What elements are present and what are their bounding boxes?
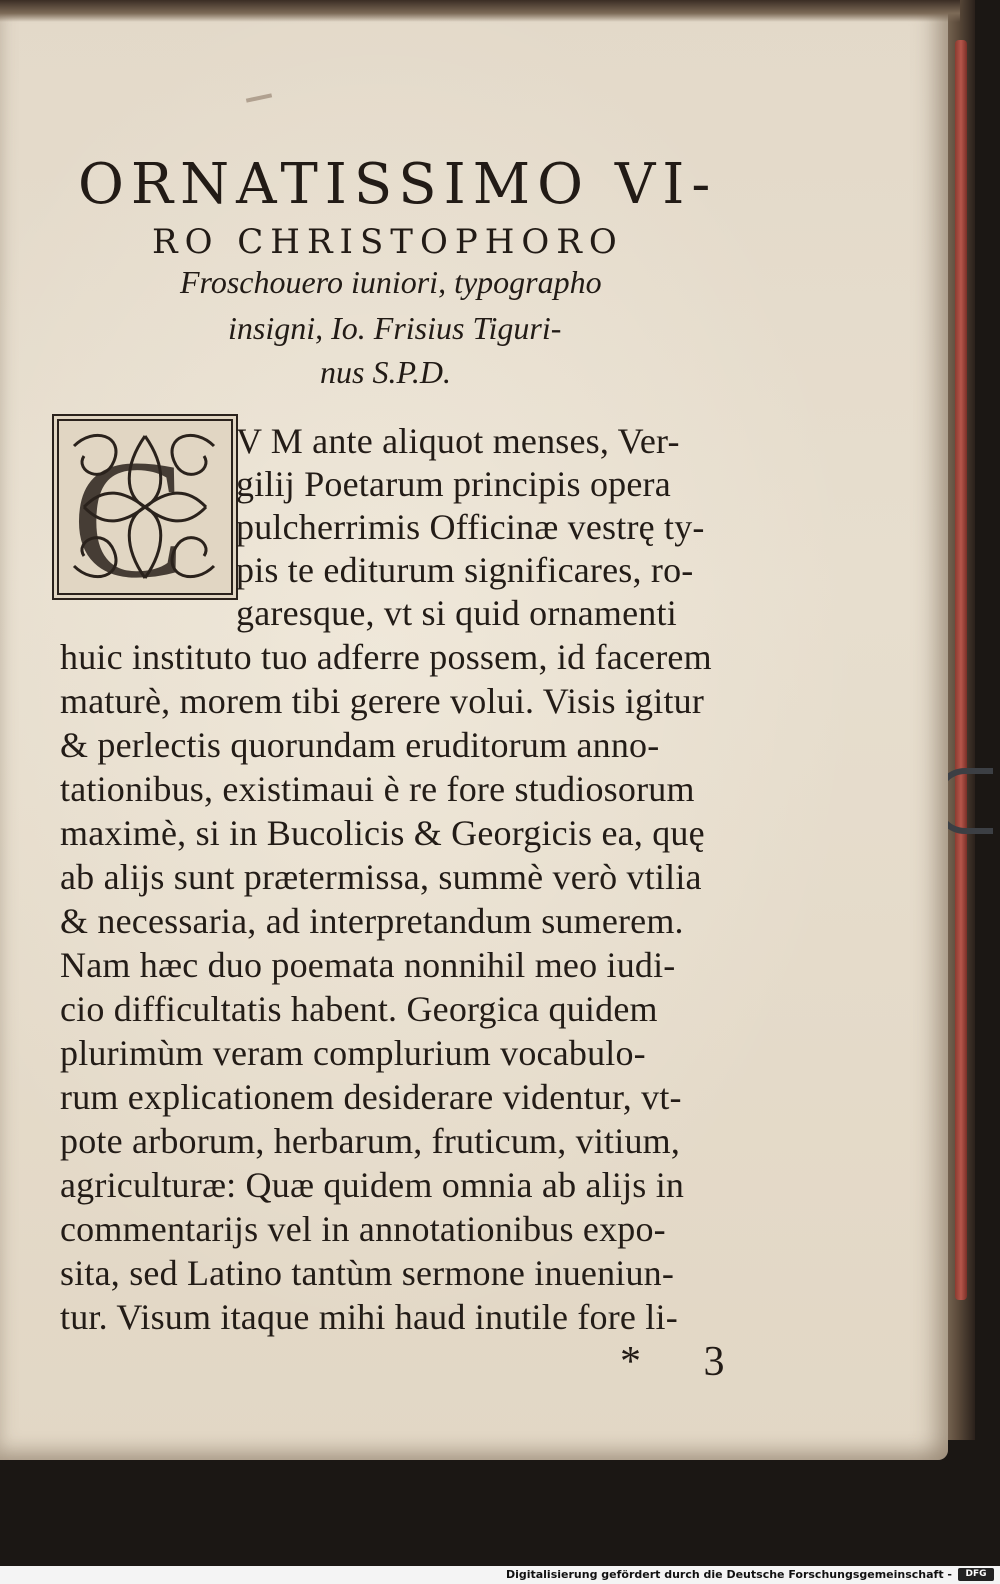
- body-line-1: V M ante aliquot menses, Ver-: [236, 421, 680, 461]
- body-line-8: & perlectis quorundam eruditorum anno-: [60, 725, 660, 765]
- body-line-15: plurimùm veram complurium vocabulo-: [60, 1033, 646, 1073]
- body-line-11: ab alijs sunt prætermissa, summè verò vtilia: [60, 857, 702, 897]
- signature-mark: * 3: [620, 1339, 751, 1385]
- body-line-13: Nam hæc duo poemata nonnihil meo iudi-: [60, 945, 676, 985]
- initial-letter: C: [72, 425, 186, 598]
- title-line-3: Froschouero iuniori, typographo: [180, 264, 602, 300]
- ink-mark: [246, 93, 272, 102]
- body-line-10: maximè, si in Bucolicis & Georgicis ea, quę: [60, 813, 705, 853]
- body-line-16: rum explicationem desiderare videntur, vt-: [60, 1077, 682, 1117]
- body-line-17: pote arborum, herbarum, fruticum, vitium,: [60, 1121, 681, 1161]
- body-line-2: gilij Poetarum principis opera: [236, 464, 671, 504]
- decorated-initial-icon: [54, 416, 236, 598]
- body-line-20: sita, sed Latino tantùm sermone inueniun-: [60, 1253, 675, 1293]
- body-line-5: garesque, vt si quid ornamenti: [236, 593, 677, 633]
- body-line-12: & necessaria, ad interpretandum sumerem.: [60, 901, 684, 941]
- body-line-9: tationibus, existimaui è re fore studiosorum: [60, 769, 695, 809]
- body-line-14: cio difficultatis habent. Georgica quidem: [60, 989, 658, 1029]
- decorated-initial: [52, 414, 238, 600]
- dfg-logo-icon: DFG: [958, 1568, 994, 1581]
- body-line-3: pulcherrimis Officinæ vestrę ty-: [236, 507, 705, 547]
- body-line-19: commentarijs vel in annotationibus expo-: [60, 1209, 666, 1249]
- body-line-4: pis te editurum significares, ro-: [236, 550, 694, 590]
- title-line-2: RO CHRISTOPHORO: [152, 222, 624, 262]
- book-cover-edge: [955, 40, 967, 1300]
- body-line-18: agriculturæ: Quæ quidem omnia ab alijs in: [60, 1165, 685, 1205]
- title-line-4: insigni, Io. Frisius Tiguri-: [228, 310, 562, 346]
- body-line-21: tur. Visum itaque mihi haud inutile fore li-: [60, 1297, 678, 1337]
- body-line-6: huic instituto tuo adferre possem, id facerem: [60, 637, 712, 677]
- footer-credit: Digitalisierung gefördert durch die Deutsche Forschungsgemeinschaft -: [505, 1568, 952, 1581]
- page-top-edge: [0, 0, 960, 22]
- title-line-5: nus S.P.D.: [320, 354, 451, 390]
- body-line-7: maturè, morem tibi gerere volui. Visis igitur: [60, 681, 705, 721]
- title-line-1: ORNATISSIMO VI-: [78, 152, 718, 217]
